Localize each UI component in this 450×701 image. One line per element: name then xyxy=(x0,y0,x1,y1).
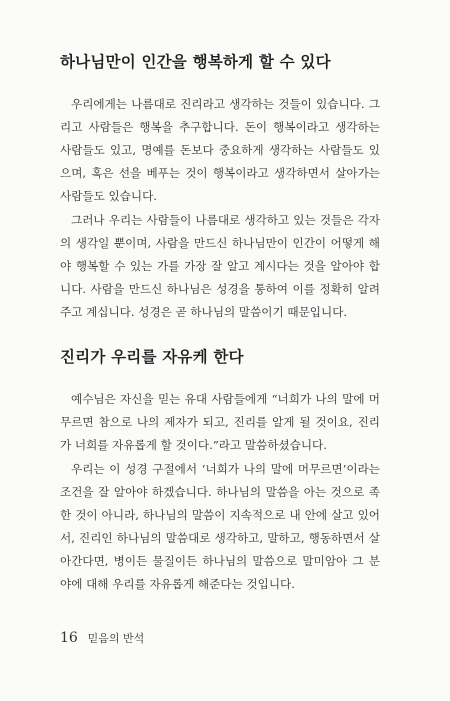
paragraph-line: 아간다면, 병이든 물질이든 하나님의 말씀으로 말미암아 그 분 xyxy=(60,554,380,568)
paragraph-line: 서, 진리인 하나님의 말씀대로 생각하고, 말하고, 행동하면서 살 xyxy=(60,531,380,545)
paragraph-line: 우리는 이 성경 구절에서 ‘너희가 나의 말에 머무르면’이라는 xyxy=(71,462,380,476)
paragraph-line: 조건을 잘 알아야 하겠습니다. 하나님의 말씀을 아는 것으로 족 xyxy=(60,485,380,499)
section-heading-freedom: 진리가 우리를 자유케 한다 xyxy=(60,348,244,366)
paragraph-line: 가 너희를 자유롭게 할 것이다.”라고 말씀하셨습니다. xyxy=(60,438,327,452)
paragraph-line: 주고 계십니다. 성경은 곧 하나님의 말씀이기 때문입니다. xyxy=(60,305,348,319)
page-footer xyxy=(60,630,144,646)
paragraph-line: 우리에게는 나름대로 진리라고 생각하는 것들이 있습니다. 그 xyxy=(71,97,380,111)
paragraph-line: 으며, 혹은 선을 베푸는 것이 행복이라고 생각하면서 살아가는 xyxy=(60,166,380,180)
paragraph-line: 리고 사람들은 행복을 추구합니다. 돈이 행복이라고 생각하는 xyxy=(60,120,380,134)
paragraph-line: 한 것이 아니라, 하나님의 말씀이 지속적으로 내 안에 살고 있어 xyxy=(60,508,380,522)
page-number: 16 xyxy=(60,630,78,646)
section-heading-happiness: 하나님만이 인간을 행복하게 할 수 있다 xyxy=(60,53,331,71)
paragraph-line: 사람들도 있고, 명예를 돈보다 중요하게 생각하는 사람들도 있 xyxy=(60,143,380,157)
paragraph-line: 무르면 참으로 나의 제자가 되고, 진리를 알게 될 것이요, 진리 xyxy=(60,415,380,429)
paragraph-line: 야에 대해 우리를 자유롭게 해준다는 것입니다. xyxy=(60,577,295,591)
paragraph-line: 야 행복할 수 있는 가를 가장 잘 알고 계시다는 것을 알아야 합 xyxy=(60,259,380,273)
paragraph-line: 사람들도 있습니다. xyxy=(60,189,157,203)
paragraph-line: 니다. 사람을 만드신 하나님은 성경을 통하여 이를 정확히 알려 xyxy=(60,282,380,296)
paragraph-line: 예수님은 자신을 믿는 유대 사람들에게 “너희가 나의 말에 머 xyxy=(71,392,380,406)
paragraph-line: 그러나 우리는 사람들이 나름대로 생각하고 있는 것들은 각자 xyxy=(71,213,380,227)
paragraph-line: 의 생각일 뿐이며, 사람을 만드신 하나님만이 인간이 어떻게 해 xyxy=(60,236,380,250)
running-title: 믿음의 반석 xyxy=(87,632,145,645)
